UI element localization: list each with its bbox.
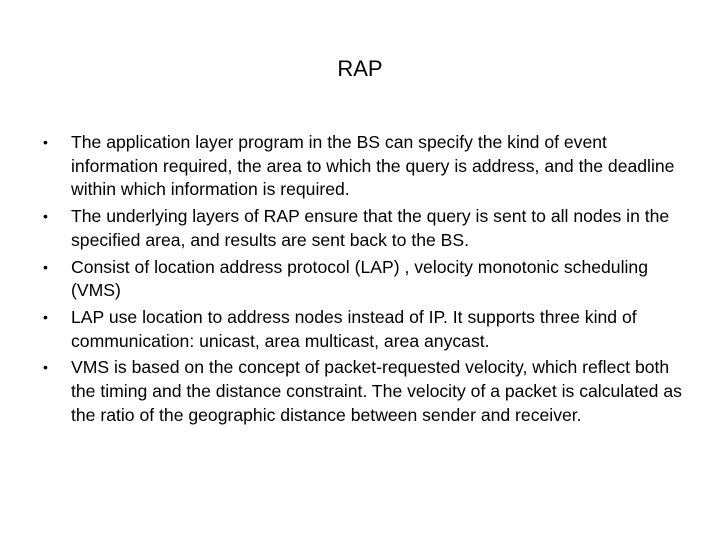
bullet-item [40, 205, 690, 252]
bullet-dot-icon: • [43, 359, 48, 376]
bullet-item [40, 256, 690, 303]
slide-title: RAP [337, 56, 383, 81]
bullet-text: The underlying layers of RAP ensure that the query is sent to all nodes in the specified area, and results are sent back to the BS. [71, 206, 670, 250]
bullet-dot-icon: • [43, 308, 48, 325]
bullet-text: The application layer program in the BS can specify the kind of event information required, the area to which the query is address, and the deadline within which information is required. [71, 132, 675, 200]
bullet-text: LAP use location to address nodes instead of IP. It supports three kind of communication: unicast, area multicast, area anycast. [71, 306, 637, 351]
bullet-text: Consist of location address protocol (LAP) , velocity monotonic scheduling (VMS) [71, 256, 648, 301]
bullet-dot-icon: • [43, 258, 48, 275]
bullet-item [40, 131, 690, 202]
bullet-text: VMS is based on the concept of packet-requested velocity, which reflect both the timing and the distance constraint. The velocity of a packet is calculated as the ratio of the geographic distance between sender and receiver. [71, 357, 682, 425]
bullet-item [40, 356, 690, 427]
bullet-dot-icon: • [43, 208, 48, 225]
bullet-dot-icon: • [43, 134, 48, 150]
bullet-list [40, 131, 690, 430]
bullet-item [40, 306, 690, 353]
